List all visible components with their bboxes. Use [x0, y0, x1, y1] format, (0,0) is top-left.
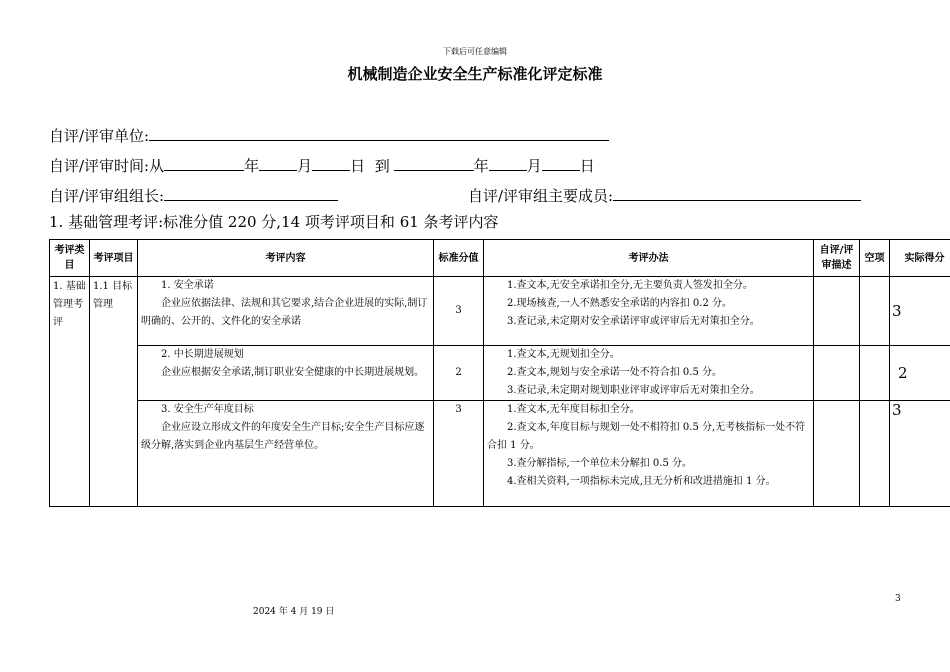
category-cell: 1. 基础管理考评: [50, 277, 90, 507]
header-blank: 空项: [860, 240, 890, 277]
header-content: 考评内容: [138, 240, 434, 277]
method-line: 2.现场核查,一人不熟悉安全承诺的内容扣 0.2 分。: [507, 298, 732, 309]
content-cell: [138, 401, 434, 507]
members-blank: [613, 184, 861, 201]
page-number: 3: [895, 594, 901, 604]
score-cell: 3: [434, 401, 484, 507]
footer-date: 2024 年 4 月 19 日: [253, 607, 335, 617]
to-label: 到: [374, 157, 390, 175]
content-text: 企业应根据安全承诺,制订职业安全健康的中长期进展规划。: [161, 367, 425, 378]
members-label: 自评/评审组主要成员:: [468, 187, 614, 205]
method-line: 1.查文本,无年度目标扣全分。: [507, 404, 640, 415]
method-cell: [484, 401, 814, 507]
header-item: 考评项目: [90, 240, 138, 277]
method-line: 3.查记录,未定期对规划职业评审或评审后无对策扣全分。: [507, 385, 760, 396]
method-line: 2.查文本,年度目标与规划一处不相符扣 0.5 分,无考核指标一处不符合扣 1 分。: [487, 422, 806, 451]
document-title: 机械制造企业安全生产标准化评定标准: [347, 65, 603, 83]
unit-blank: [149, 124, 609, 141]
content-text: 企业应依据法律、法规和其它要求,结合企业进展的实际,制订明确的、公开的、文件化的安全承诺: [141, 298, 428, 327]
method-cell: [484, 277, 814, 346]
method-line: 3.查记录,未定期对安全承诺评审或评审后无对策扣全分。: [507, 316, 760, 327]
leader-label: 自评/评审组组长:: [49, 187, 165, 205]
table-row: [50, 346, 950, 401]
blank-cell: [860, 346, 890, 401]
method-line: 4.查相关资料,一项指标未完成,且无分析和改进措施扣 1 分。: [507, 476, 776, 487]
header-category: 考评类目: [50, 240, 90, 277]
content-title: 3. 安全生产年度目标: [161, 404, 254, 415]
to-month-blank: [489, 154, 527, 171]
to-year-blank: [394, 154, 474, 171]
method-line: 1.查文本,无安全承诺扣全分,无主要负责人签发扣全分。: [507, 280, 753, 291]
day-label: 日: [350, 157, 366, 175]
method-line: 3.查分解指标,一个单位未分解扣 0.5 分。: [507, 458, 692, 469]
score-cell: 3: [434, 277, 484, 346]
actual-score-cell: 3: [890, 277, 950, 346]
leader-blank: [164, 184, 338, 201]
header-score: 标准分值: [434, 240, 484, 277]
content-text: 企业应设立形成文件的年度安全生产目标;安全生产目标应逐级分解,落实到企业内基层生产经营单位。: [141, 422, 425, 451]
from-month-blank: [259, 154, 297, 171]
members-line: [468, 184, 861, 206]
blank-cell: [860, 277, 890, 346]
self-desc-cell: [814, 401, 860, 507]
unit-line: [49, 124, 609, 146]
year-label: 年: [244, 157, 260, 175]
score-cell: 2: [434, 346, 484, 401]
method-line: 1.查文本,无规划扣全分。: [507, 349, 620, 360]
method-line: 2.查文本,规划与安全承诺一处不符合扣 0.5 分。: [507, 367, 722, 378]
year-label: 年: [473, 157, 489, 175]
leader-line: [49, 184, 338, 206]
from-year-blank: [164, 154, 244, 171]
actual-score-cell: 3: [890, 401, 950, 507]
section-heading: 1. 基础管理考评:标准分值 220 分,14 项考评项目和 61 条考评内容: [49, 213, 499, 231]
content-title: 1. 安全承诺: [161, 280, 214, 291]
time-line: [49, 154, 595, 176]
time-label: 自评/评审时间:从: [49, 157, 165, 175]
to-day-blank: [542, 154, 580, 171]
content-cell: [138, 346, 434, 401]
table-header-row: [50, 240, 950, 277]
self-desc-cell: [814, 277, 860, 346]
method-cell: [484, 346, 814, 401]
table-row: [50, 277, 950, 346]
content-cell: [138, 277, 434, 346]
actual-score-cell: 2: [890, 346, 950, 401]
header-self-desc: 自评/评审描述: [814, 240, 860, 277]
header-actual: 实际得分: [890, 240, 950, 277]
blank-cell: [860, 401, 890, 507]
from-day-blank: [312, 154, 350, 171]
table-row: [50, 401, 950, 507]
month-label: 月: [526, 157, 542, 175]
item-cell: 1.1 目标管理: [90, 277, 138, 507]
unit-label: 自评/评审单位:: [49, 127, 150, 145]
day-label: 日: [579, 157, 595, 175]
evaluation-table: [49, 239, 950, 507]
header-note: 下载后可任意编辑: [443, 47, 507, 56]
self-desc-cell: [814, 346, 860, 401]
header-method: 考评办法: [484, 240, 814, 277]
month-label: 月: [297, 157, 313, 175]
content-title: 2. 中长期进展规划: [161, 349, 244, 360]
